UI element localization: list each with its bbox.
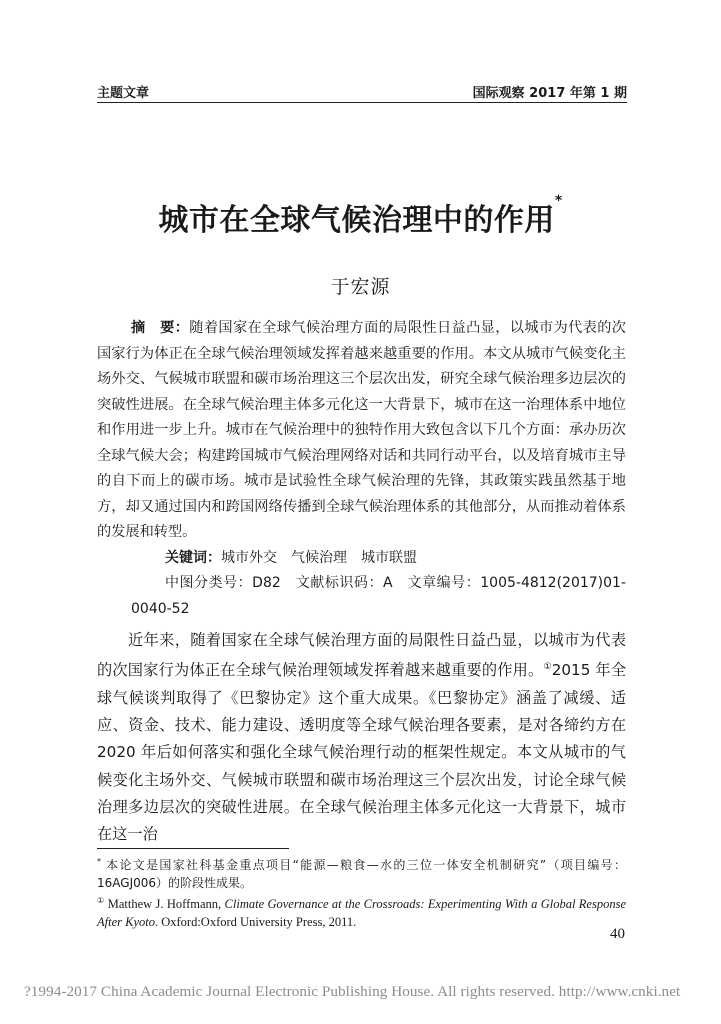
body-text-b: 2015 年全球气候谈判取得了《巴黎协定》这个重大成果。《巴黎协定》涵盖了减缓、适应、资金、技术、能力建设、透明度等全球气候治理各要素，是对各缔约方在 2020 年后如何落实和强化全球气候治理行动的框架性规定。本文从城市的气候变化主场外交、气候城市联盟和碳市场治理这三个层次出发，讨论全球气候治理多边层次的突破性进展。在全球气候治理主体多元化这一大背景下，城市在这一治 <box>97 661 627 844</box>
abstract-block <box>97 316 626 622</box>
footnote-2 <box>97 892 626 931</box>
section-label: 主题文章 <box>97 86 150 101</box>
footnote-1 <box>97 853 626 892</box>
keywords-text: 城市外交 气候治理 城市联盟 <box>221 549 417 566</box>
footnote-2-title: Climate Governance at the Crossroads: Experimenting With a Global Response After Kyoto <box>97 897 627 930</box>
keywords-label: 关键词： <box>165 549 221 566</box>
article-author: 于宏源 <box>330 276 391 298</box>
abstract-paragraph <box>97 316 626 546</box>
journal-issue: 国际观察 2017 年第 1 期 <box>472 86 627 101</box>
article-title-text: 城市在全球气候治理中的作用 <box>158 203 555 238</box>
title-footnote-mark: * <box>554 193 563 209</box>
classification-line: 中图分类号：D82 文献标识码：A 文章编号：1005-4812(2017)01-0040-52 <box>131 575 626 617</box>
footnote-2-publisher: . Oxford:Oxford University Press, 2011. <box>154 915 357 930</box>
copyright-watermark: ?1994-2017 China Academic Journal Electronic Publishing House. All rights reserved. http://www.cnki.net <box>24 983 681 1000</box>
abstract-text: 随着国家在全球气候治理方面的局限性日益凸显，以城市为代表的次国家行为体正在全球气候治理领域发挥着越来越重要的作用。本文从城市气候变化主场外交、气候城市联盟和碳市场治理这三个层次出发，研究全球气候治理多边层次的突破性进展。在全球气候治理主体多元化这一大背景下，城市在这一治理体系中地位和作用进一步上升。城市在气候治理中的独特作用大致包含以下几个方面：承办历次全球气候大会；构建跨国城市气候治理网络对话和共同行动平台，以及培育城市主导的自下而上的碳市场。城市是试验性全球气候治理的先锋，其政策实践虽然基于地方，却又通过国内和跨国网络传播到全球气候治理体系的其他部分，从而推动着体系的发展和转型。 <box>97 320 626 540</box>
footnotes <box>97 853 626 931</box>
body-paragraph <box>97 627 626 848</box>
body-text-a: 近年来，随着国家在全球气候治理方面的局限性日益凸显，以城市为代表的次国家行为体正在全球气候治理领域发挥着越来越重要的作用。 <box>97 631 626 680</box>
footnote-1-mark: * <box>97 857 101 866</box>
footnote-divider <box>97 848 289 849</box>
article-body <box>97 627 626 848</box>
article-title <box>0 195 721 239</box>
page-number: 40 <box>610 926 625 942</box>
footnote-1-text: 本论文是国家社科基金重点项目“能源—粮食—水的三位一体安全机制研究”（项目编号：16AGJ006）的阶段性成果。 <box>97 858 626 890</box>
footnote-2-mark: ① <box>97 896 105 905</box>
keywords-line <box>97 546 626 572</box>
footnote-ref[interactable]: ① <box>543 662 552 673</box>
footnote-2-author: Matthew J. Hoffmann, <box>107 897 225 912</box>
abstract-label: 摘 要： <box>131 320 190 336</box>
header-divider <box>97 102 627 103</box>
